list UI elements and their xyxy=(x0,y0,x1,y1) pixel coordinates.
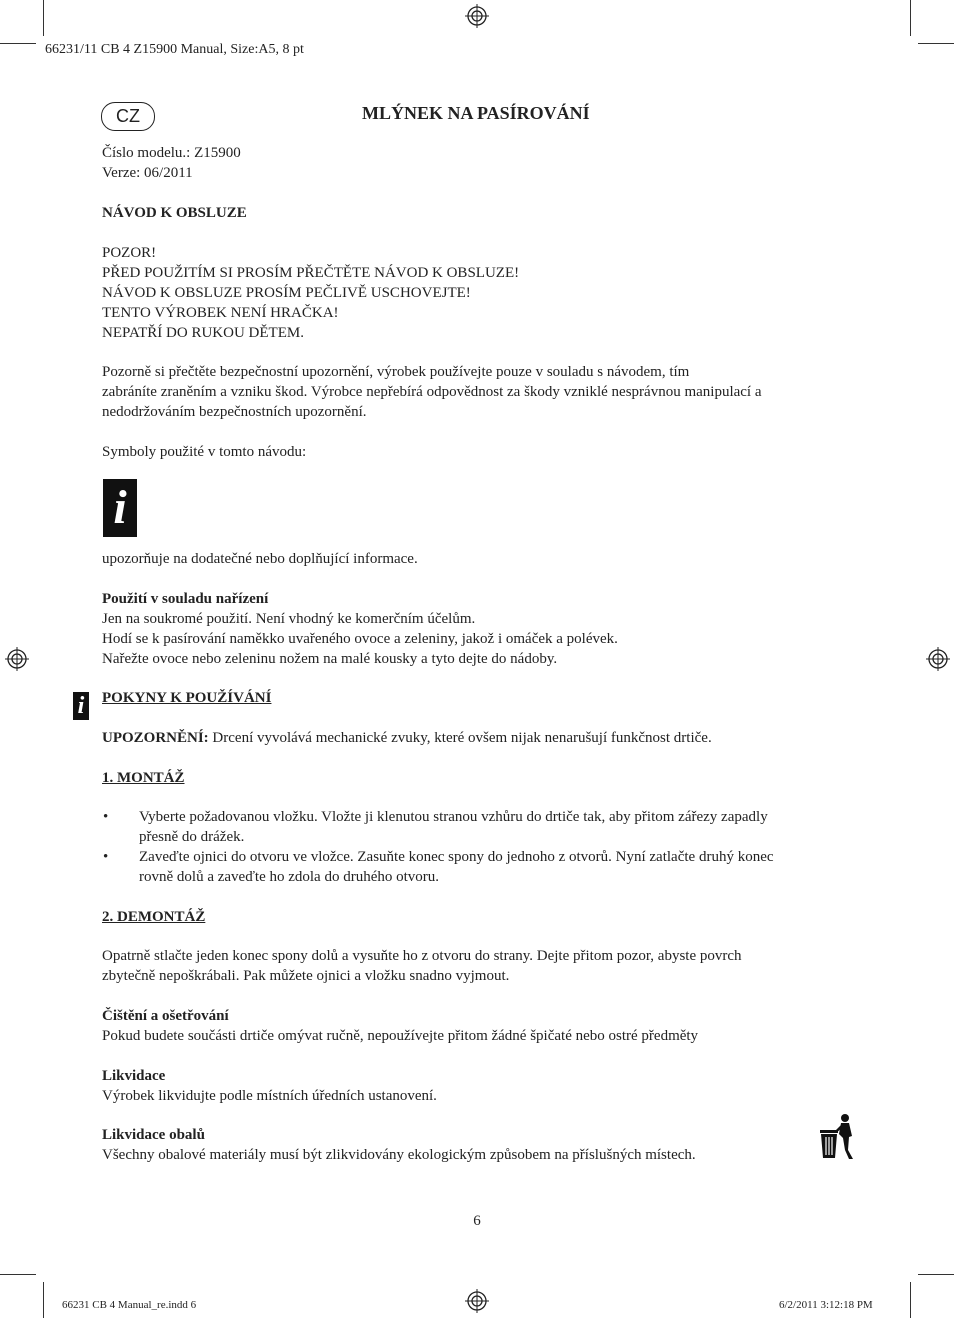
info-icon: i xyxy=(103,479,137,537)
disassembly-heading: 2. DEMONTÁŽ xyxy=(102,909,206,925)
cleaning-text: Pokud budete součásti drtiče omývat ručně, nepoužívejte přitom žádné špičaté nebo ostré předměty xyxy=(102,1028,699,1044)
usage-text xyxy=(102,609,618,669)
language-badge: CZ xyxy=(101,102,155,131)
crop-mark xyxy=(918,1274,954,1275)
symbols-intro: Symboly použité v tomto návodu: xyxy=(102,444,307,460)
warning-block xyxy=(102,243,519,343)
text-line: přesně do drážek. xyxy=(139,829,245,845)
registration-mark-icon xyxy=(926,647,950,671)
caution-text: Drcení vyvolává mechanické zvuky, které ovšem nijak nenarušují funkčnost drtiče. xyxy=(208,730,712,746)
warning-line: NEPATŘÍ DO RUKOU DĚTEM. xyxy=(102,325,304,341)
text-line: Zaveďte ojnici do otvoru ve vložce. Zasuňte konec spony do jednoho z otvorů. Nyní zatlačte druhý konec xyxy=(139,849,774,865)
warning-line: PŘED POUŽITÍM SI PROSÍM PŘEČTĚTE NÁVOD K OBSLUZE! xyxy=(102,265,520,281)
text-line: Nařežte ovoce nebo zeleninu nožem na malé kousky a tyto dejte do nádoby. xyxy=(102,651,558,667)
footer-timestamp: 6/2/2011 3:12:18 PM xyxy=(779,1299,873,1311)
caution-label: UPOZORNĚNÍ: xyxy=(102,730,209,746)
warning-line: POZOR! xyxy=(102,245,157,261)
text-line: Jen na soukromé použití. Není vhodný ke komerčním účelům. xyxy=(102,611,476,627)
info-symbol-caption: upozorňuje na dodatečné nebo doplňující informace. xyxy=(102,551,418,567)
instructions-heading: POKYNY K POUŽÍVÁNÍ xyxy=(102,690,272,706)
page-title: MLÝNEK NA PASÍROVÁNÍ xyxy=(362,103,590,123)
print-file-info: 66231/11 CB 4 Z15900 Manual, Size:A5, 8 pt xyxy=(45,42,304,57)
warning-line: TENTO VÝROBEK NENÍ HRAČKA! xyxy=(102,305,339,321)
text-line: nedodržováním bezpečnostních upozornění. xyxy=(102,404,367,420)
model-number: Číslo modelu.: Z15900 xyxy=(102,145,241,161)
safety-paragraph xyxy=(102,362,762,422)
crop-mark xyxy=(0,43,36,44)
text-line: zabráníte zraněním a vzniku škod. Výrobce nepřebírá odpovědnost za škody vzniklé nesprávnou manipulací a xyxy=(102,384,762,400)
registration-mark-icon xyxy=(465,4,489,28)
crop-mark xyxy=(0,1274,36,1275)
cleaning-heading: Čištění a ošetřování xyxy=(102,1008,229,1024)
bullet: • xyxy=(103,849,109,865)
text-line: Pozorně si přečtěte bezpečnostní upozornění, výrobek používejte pouze v souladu s návodem, tím xyxy=(102,364,690,380)
bullet: • xyxy=(103,809,109,825)
list-item xyxy=(139,807,859,847)
crop-mark xyxy=(43,1282,44,1318)
manual-heading: NÁVOD K OBSLUZE xyxy=(102,205,247,221)
crop-mark xyxy=(43,0,44,36)
footer-file-name: 66231 CB 4 Manual_re.indd 6 xyxy=(62,1299,197,1311)
disassembly-text xyxy=(102,946,742,986)
text-line: Hodí se k pasírování naměkko uvařeného ovoce a zeleniny, jakož i omáček a polévek. xyxy=(102,631,618,647)
crop-mark xyxy=(918,43,954,44)
text-line: Opatrně stlačte jeden konec spony dolů a vysuňte ho z otvoru do strany. Dejte přitom pozor, abyste povrch xyxy=(102,948,742,964)
model-version: Verze: 06/2011 xyxy=(102,165,193,181)
assembly-heading: 1. MONTÁŽ xyxy=(102,770,185,786)
crop-mark xyxy=(910,1282,911,1318)
crop-mark xyxy=(910,0,911,36)
registration-mark-icon xyxy=(465,1289,489,1313)
info-icon: i xyxy=(73,692,89,720)
warning-line: NÁVOD K OBSLUZE PROSÍM PEČLIVĚ USCHOVEJTE! xyxy=(102,285,471,301)
registration-mark-icon xyxy=(5,647,29,671)
disposal-heading: Likvidace xyxy=(102,1068,166,1084)
packaging-heading: Likvidace obalů xyxy=(102,1127,205,1143)
page-number: 6 xyxy=(473,1213,481,1229)
packaging-text: Všechny obalové materiály musí být zlikvidovány ekologickým způsobem na příslušných místech. xyxy=(102,1147,696,1163)
usage-heading: Použití v souladu nařízení xyxy=(102,591,269,607)
text-line: rovně dolů a zaveďte ho zdola do druhého otvoru. xyxy=(139,869,440,885)
caution-note xyxy=(102,728,712,748)
text-line: Vyberte požadovanou vložku. Vložte ji klenutou stranou vzhůru do drtiče tak, aby přitom zářezy zapadly xyxy=(139,809,768,825)
list-item xyxy=(139,847,859,887)
text-line: zbytečně nepoškrábali. Pak můžete ojnici a vložku snadno vyjmout. xyxy=(102,968,510,984)
recycle-bin-icon xyxy=(816,1112,856,1160)
disposal-text: Výrobek likvidujte podle místních úředních ustanovení. xyxy=(102,1088,437,1104)
